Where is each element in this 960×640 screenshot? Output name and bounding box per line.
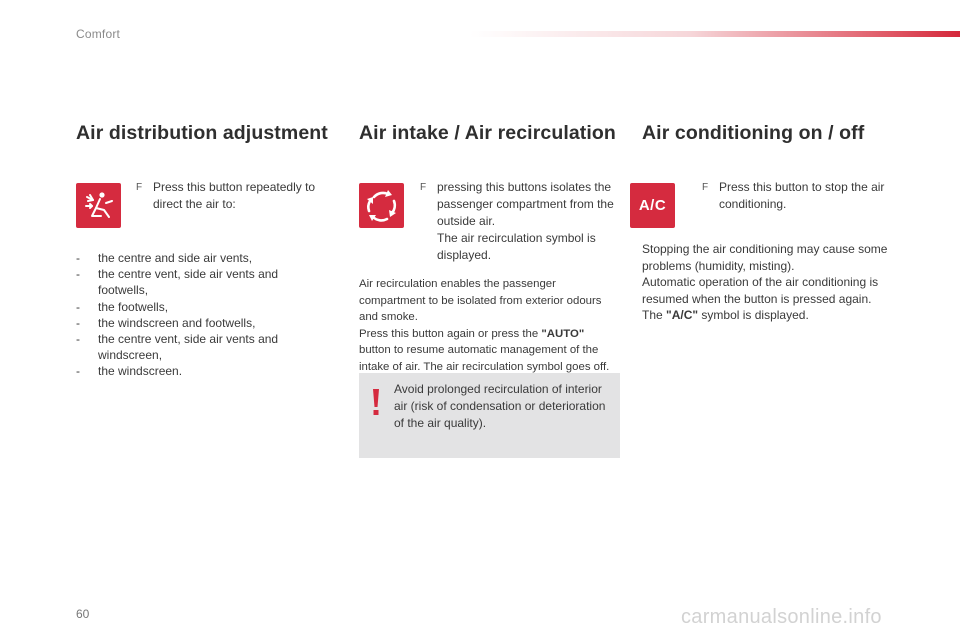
- air-conditioning-description: [642, 241, 904, 324]
- section-title: Air distribution adjustment: [76, 122, 328, 144]
- warning-line: of the air quality).: [394, 416, 487, 430]
- header-accent-bar: [470, 31, 960, 37]
- header-section-label: Comfort: [76, 27, 121, 41]
- warning-box: [359, 373, 620, 458]
- bullet-marker: F: [136, 182, 143, 193]
- air-direction-list: [76, 250, 346, 380]
- air-conditioning-icon: A/C: [638, 197, 667, 214]
- paragraph-line: Press this button again or press the "AUTO": [359, 327, 585, 340]
- paragraph-line: Air recirculation enables the passenger: [359, 278, 556, 290]
- list-item: - the centre vent, side air vents and footwells,: [76, 267, 279, 298]
- warning-text: [394, 381, 605, 432]
- paragraph-line: Stopping the air conditioning may cause some: [642, 242, 888, 256]
- air-distribution-button[interactable]: [76, 183, 121, 228]
- list-item: - the centre vent, side air vents and windscreen,: [76, 332, 279, 363]
- section-air-distribution: [76, 122, 346, 380]
- paragraph-line: intake of air. The air recirculation symbol goes off.: [359, 360, 610, 373]
- air-recirculation-icon: [365, 189, 399, 223]
- bullet-line: Press this button to stop the air: [719, 180, 885, 194]
- paragraph-line: compartment to be isolated from exterior odours: [359, 294, 602, 307]
- list-item: - the windscreen.: [76, 364, 183, 379]
- paragraph-line: resumed when the button is pressed again.: [642, 291, 872, 306]
- bullet-line: pressing this buttons isolates the: [437, 180, 612, 194]
- paragraph-line: and smoke.: [359, 311, 418, 323]
- bullet-line: conditioning.: [719, 197, 787, 211]
- bullet-line: Press this button repeatedly to: [153, 180, 316, 194]
- instruction-bullet: [420, 179, 621, 264]
- air-distribution-icon: [82, 189, 116, 223]
- instruction-bullet: [702, 179, 904, 213]
- recirculation-description: [359, 276, 621, 375]
- paragraph-line: The "A/C" symbol is displayed.: [642, 308, 809, 322]
- bullet-line: outside air.: [437, 214, 496, 228]
- watermark: carmanualsonline.info: [681, 606, 882, 628]
- air-recirculation-button[interactable]: [359, 183, 404, 228]
- section-air-recirculation: [359, 122, 621, 375]
- section-title: Air intake / Air recirculation: [359, 122, 616, 144]
- bullet-marker: F: [420, 182, 427, 193]
- list-item: - the centre and side air vents,: [76, 251, 253, 265]
- list-item: - the footwells,: [76, 299, 169, 314]
- paragraph-line: Automatic operation of the air conditioning is: [642, 275, 879, 289]
- bullet-line: displayed.: [437, 248, 492, 262]
- bullet-line: The air recirculation symbol is: [437, 231, 596, 245]
- instruction-bullet: [136, 179, 346, 213]
- section-title: Air conditioning on / off: [642, 122, 865, 144]
- bullet-line: passenger compartment from the: [437, 197, 614, 211]
- warning-icon: [369, 387, 383, 417]
- list-item: - the windscreen and footwells,: [76, 315, 256, 330]
- paragraph-line: button to resume automatic management of the: [359, 344, 599, 356]
- bullet-line: direct the air to:: [153, 197, 236, 211]
- bullet-marker: F: [702, 182, 709, 193]
- section-air-conditioning: [638, 122, 904, 324]
- warning-line: Avoid prolonged recirculation of interior: [394, 382, 602, 396]
- page-number: 60: [76, 607, 90, 621]
- warning-line: air (risk of condensation or deterioration: [394, 399, 606, 413]
- air-conditioning-button[interactable]: [630, 183, 675, 228]
- paragraph-line: problems (humidity, misting).: [642, 258, 795, 273]
